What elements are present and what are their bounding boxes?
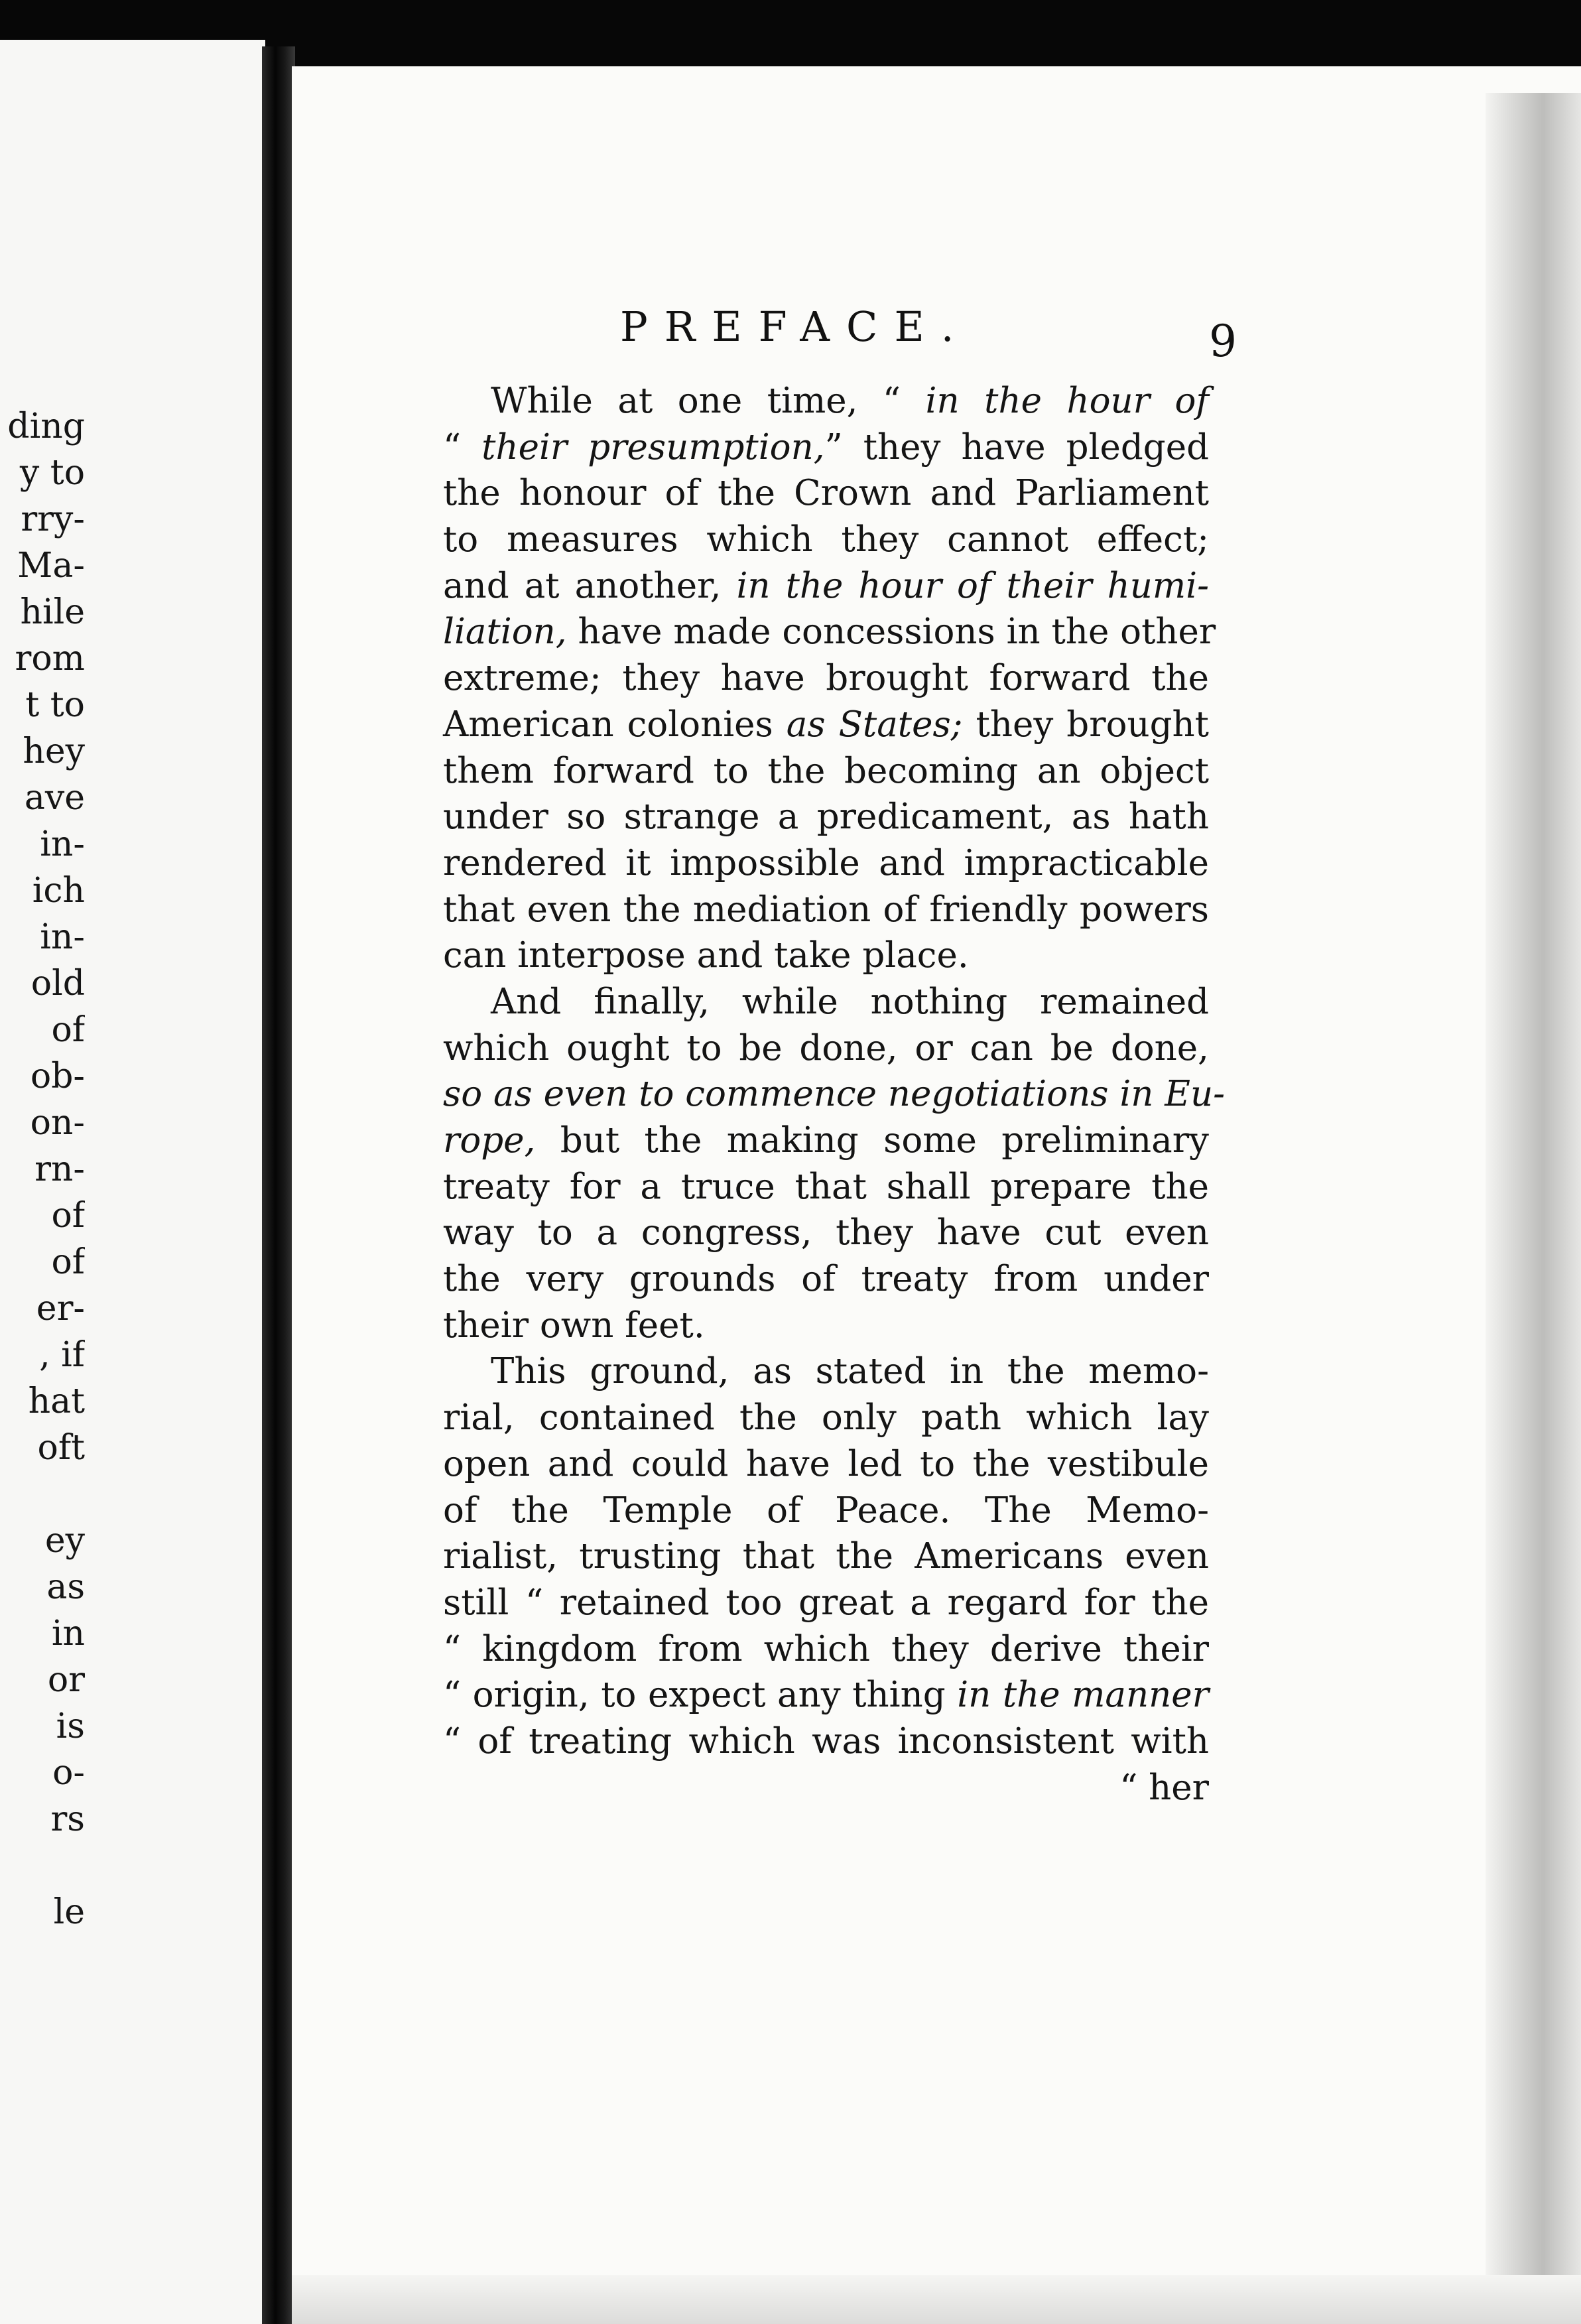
left-page-fragment: rs [50,1799,85,1839]
text-segment: still “ retained too great a regard for the [443,1582,1209,1623]
text-segment: “ kingdom from which they derive their [443,1628,1209,1669]
text-segment: them forward to the becoming an object [443,750,1209,791]
text-line [443,933,1209,979]
book-gutter [262,46,295,2324]
text-line [443,1395,1209,1441]
text-line [443,1580,1209,1626]
text-segment: “ her [1119,1767,1209,1808]
running-header: PREFACE. [620,302,971,351]
left-page-fragment: old [31,964,85,1003]
left-page-fragment: le [53,1892,85,1932]
left-page-fragment: o- [52,1753,85,1793]
italic-text: their presumption, [481,426,825,468]
text-line [443,1025,1209,1072]
text-segment: and at another, [443,565,737,606]
text-segment: open and could have led to the vestibule [443,1443,1209,1484]
left-page-fragment: or [47,1660,85,1700]
text-segment: extreme; they have brought forward the [443,658,1209,699]
text-line [443,1348,1209,1395]
text-segment: American colonies [443,704,787,745]
text-line [443,563,1209,610]
text-segment: can interpose and take place. [443,935,969,976]
text-segment: they brought [962,704,1209,745]
left-page-fragment: in- [40,917,85,957]
text-line [443,1441,1209,1488]
text-segment: the honour of the Crown and Parliament [443,473,1209,514]
text-segment: the very grounds of treaty from under [443,1259,1209,1300]
text-line [443,1533,1209,1580]
text-line [443,1626,1209,1673]
text-segment: but the making some preliminary [535,1120,1209,1161]
text-segment: to measures which they cannot effect; [443,519,1209,560]
text-line [443,1672,1209,1718]
text-line [443,887,1209,933]
left-page-fragment: hey [23,732,85,771]
text-line [443,1303,1209,1349]
left-page-fragment: as [46,1567,85,1607]
text-segment: “ origin, to expect any thing [443,1675,958,1716]
left-page-fragment: t to [25,685,85,725]
left-page-fragment: ding [7,407,85,446]
left-page-fragment: hat [28,1382,85,1421]
left-page-fragment: ave [24,778,85,818]
text-line [443,1488,1209,1534]
left-page-fragment: on- [30,1103,85,1143]
italic-text: in the manner [957,1675,1209,1716]
text-line [443,794,1209,840]
left-page-fragment: hile [20,592,85,632]
text-segment: have made concessions in the other [566,612,1216,653]
left-page-fragment: er- [36,1289,85,1328]
text-segment: rialist, trusting that the Americans even [443,1536,1209,1577]
text-line [443,1210,1209,1256]
text-segment: treaty for a truce that shall prepare the [443,1166,1209,1207]
text-segment: rial, contained the only path which lay [443,1397,1209,1439]
text-segment: ” they have pledged [824,426,1209,468]
left-page-fragment: ich [32,871,85,911]
left-page-text-fragments [0,403,85,1935]
page-bottom-edge [292,2275,1581,2324]
italic-text: liation, [443,612,567,653]
left-page-fragment: y to [19,453,85,493]
text-line [443,1071,1225,1118]
left-page-fragment [0,1471,85,1517]
left-page-fragment: rom [15,639,85,678]
text-segment: rendered it impossible and impracticable [443,842,1209,883]
body-text [443,378,1225,1811]
left-page [0,40,265,2324]
italic-text: as States; [786,704,963,745]
italic-text: in the hour of [925,381,1209,421]
left-page-fragment [0,1842,85,1889]
left-page-fragment: Ma- [17,546,85,586]
text-segment: And finally, while nothing remained [491,981,1209,1022]
page-edge-shadow [1486,93,1581,2324]
text-line [443,1118,1209,1164]
text-segment: which ought to be done, or can be done, [443,1027,1209,1068]
text-line [443,655,1209,702]
text-segment: their own feet. [443,1305,705,1346]
text-segment: of the Temple of Peace. The Memo- [443,1490,1209,1531]
left-page-fragment: of [51,1010,85,1050]
italic-text: so as even to commence negotiations in Eu- [443,1074,1225,1115]
left-page-fragment: in [51,1614,85,1653]
left-page-fragment: is [56,1707,85,1746]
italic-text: rope, [443,1120,536,1161]
text-segment: “ of treating which was inconsistent with [443,1720,1209,1762]
text-line [443,1718,1209,1765]
text-line [443,840,1209,887]
page-number: 9 [1209,316,1237,367]
text-segment: way to a congress, they have cut even [443,1212,1209,1254]
left-page-fragment: in- [40,824,85,864]
text-line [443,702,1209,748]
left-page-fragment: ob- [30,1057,85,1096]
text-segment: under so strange a predicament, as hath [443,797,1209,838]
left-page-fragment: rn- [34,1149,85,1189]
text-line [443,517,1209,563]
text-line [443,748,1209,795]
text-segment: This ground, as stated in the memo- [491,1351,1209,1392]
text-line [443,1164,1209,1210]
text-segment: that even the mediation of friendly powers [443,889,1209,930]
text-segment: While at one time, “ [491,381,926,421]
left-page-fragment: rry- [21,499,85,539]
text-line [443,1765,1209,1811]
left-page-fragment: , if [39,1335,85,1375]
italic-text: in the hour of their humi- [736,565,1209,606]
text-line [443,609,1216,655]
text-line [443,424,1209,471]
text-segment: “ [443,426,482,468]
text-line [443,378,1209,424]
left-page-fragment: ey [44,1521,85,1561]
text-line [443,470,1209,517]
text-line [443,979,1209,1025]
text-line [443,1256,1209,1303]
left-page-fragment: oft [37,1428,85,1468]
left-page-fragment: of [51,1242,85,1282]
left-page-fragment: of [51,1196,85,1236]
